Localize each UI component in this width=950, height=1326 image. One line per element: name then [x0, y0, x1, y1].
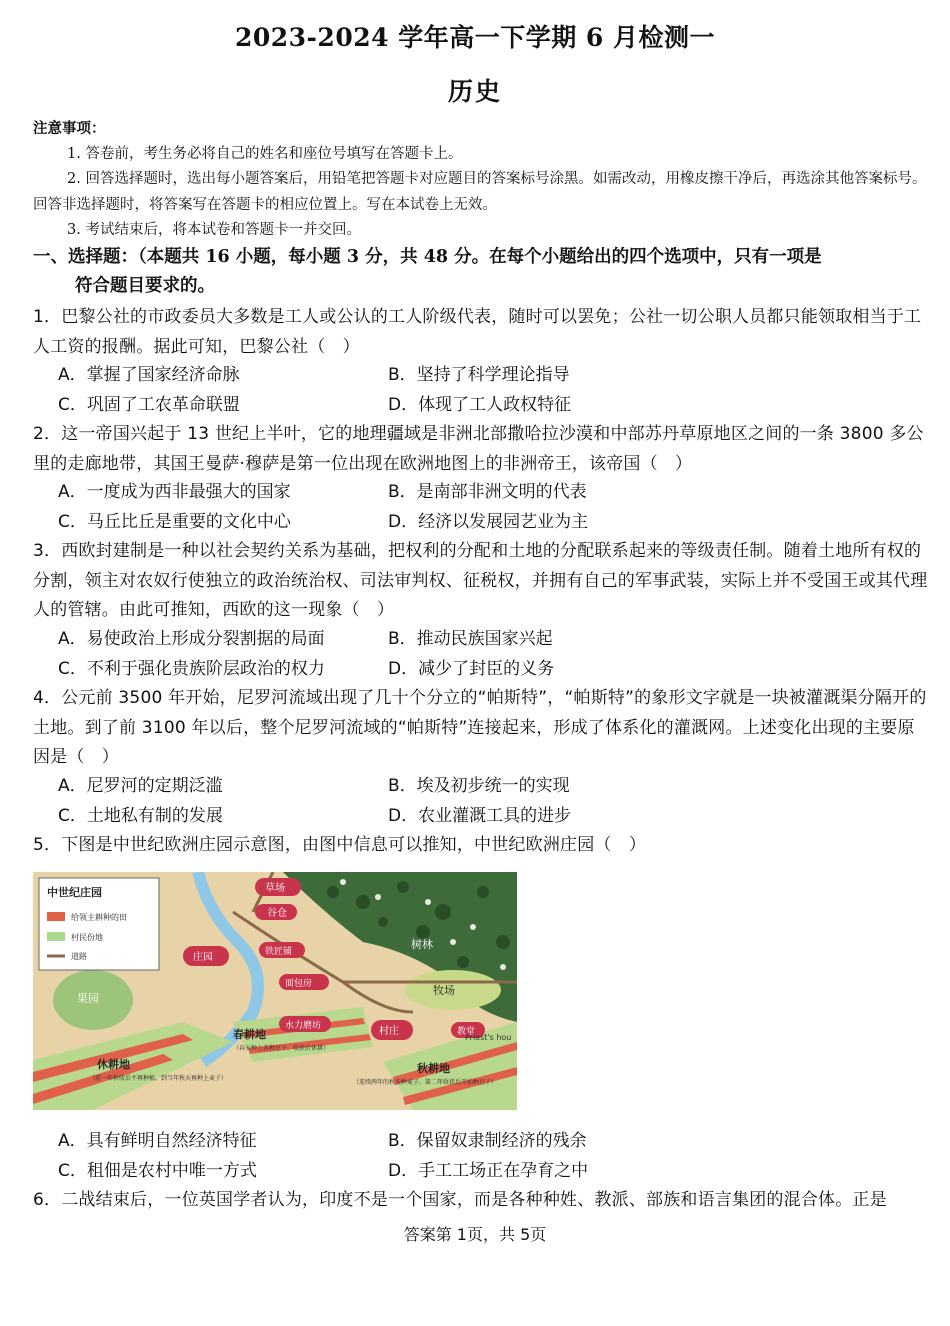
question-1-stem: 1．巴黎公社的市政委员大多数是工人或公认的工人阶级代表，随时可以罢免；公社一切公职人员都只能领取相当于工人工资的报酬。据此可知，巴黎公社（ ）	[33, 307, 922, 357]
legend-swatch-village	[47, 932, 65, 941]
note-item: 1. 答卷前，考生务必将自己的姓名和座位号填写在答题卡上。	[67, 145, 463, 162]
option: D．减少了封臣的义务	[388, 658, 555, 679]
question-6-stem: 6．二战结束后，一位英国学者认为，印度不是一个国家，而是各种种姓、教派、部族和语言集团的混合体。正是	[33, 1190, 887, 1210]
question-5-options	[58, 1127, 918, 1186]
map-label-pasture: 牧场	[433, 984, 455, 997]
option: C．马丘比丘是重要的文化中心	[58, 511, 291, 532]
option: A．尼罗河的定期泛滥	[58, 776, 223, 796]
map-label-autumn-field: 秋耕地	[417, 1062, 450, 1075]
page-footer: 答案第 1页，共 5页	[403, 1225, 547, 1244]
map-label-woods: 树林	[411, 938, 433, 951]
legend-title: 中世纪庄园	[47, 886, 102, 899]
map-label-fallow-note: （前一年秋收后不再种植，到当年秋天再种上麦子）	[89, 1075, 228, 1082]
section-line: 符合题目要求的。	[75, 276, 215, 296]
exam-title: 2023-2024 学年高一下学期 6 月检测一	[234, 23, 716, 52]
note-item: 3. 考试结束后，将本试卷和答题卡一并交回。	[67, 222, 361, 238]
option: D．体现了工人政权特征	[388, 394, 572, 415]
map-label-smithy: 铁匠铺	[265, 947, 293, 957]
question-3-stem: 3．西欧封建制是一种以社会契约关系为基础，把权利的分配和土地的分配联系起来的等级责任制。随着土地所有权的分割，领主对农奴行使独立的政治统治权、司法审判权、征税权，并拥有自己的军事武装，实际上并不受国王或其代理人的管辖。由此可推知，西欧的这一现象（ ）	[33, 541, 928, 620]
question-4-stem: 4．公元前 3500 年开始，尼罗河流域出现了几十个分立的“帕斯特”，“帕斯特”的象形文字就是一块被灌溉渠分隔开的土地。到了前 3100 年以后，整个尼罗河流域的“帕斯特”连接起来，形成了体系化的灌溉网。上述变化出现的主要原因是（ ）	[33, 688, 927, 767]
legend-item: 给领主耕种的田	[71, 913, 127, 922]
map-label-spring-field: 春耕地	[233, 1028, 266, 1041]
option: D．农业灌溉工具的进步	[388, 805, 572, 826]
map-label-manor: 庄园	[193, 952, 213, 963]
question-2-stem: 2．这一帝国兴起于 13 世纪上半叶，它的地理疆域是非洲北部撒哈拉沙漠和中部苏丹草原地区之间的一条 3800 多公里的走廊地带，其国王曼萨·穆萨是第一位出现在欧洲地图上的非洲帝王，该帝国（ ）	[33, 424, 924, 474]
map-label-spring-note: （春天种上各种豆子，收获后休耕）	[233, 1045, 330, 1052]
map-label-fallow: 休耕地	[97, 1058, 130, 1071]
option: C．土地私有制的发展	[58, 805, 223, 826]
legend-item: 村民份地	[71, 933, 103, 942]
question-2-options	[58, 478, 918, 537]
exam-subject: 历史	[447, 77, 502, 106]
option: A．具有鲜明自然经济特征	[58, 1131, 257, 1151]
notes-heading: 注意事项：	[33, 120, 106, 137]
section-line: 一、选择题：（本题共 16 小题，每小题 3 分，共 48 分。在每个小题给出的四个选项中，只有一项是	[33, 247, 822, 267]
map-label-church: 教堂	[457, 1027, 476, 1037]
notes-block	[33, 116, 928, 244]
question-3-options	[58, 625, 918, 684]
question-4-options	[58, 772, 918, 831]
map-label-village: 村庄	[379, 1026, 399, 1037]
map-label-granary: 谷仓	[267, 908, 287, 919]
option: B．保留奴隶制经济的残余	[388, 1131, 587, 1151]
option: B．是南部非洲文明的代表	[388, 482, 587, 502]
option: B．埃及初步统一的实现	[388, 776, 570, 796]
map-label-meadow: 草场	[265, 883, 285, 894]
manor-map	[33, 872, 517, 1110]
option: A．掌握了国家经济命脉	[58, 365, 240, 385]
option: C．不利于强化贵族阶层政治的权力	[58, 658, 325, 679]
question-5-stem: 5．下图是中世纪欧洲庄园示意图，由图中信息可以推知，中世纪欧洲庄园（ ）	[33, 835, 647, 855]
option: B．坚持了科学理论指导	[388, 365, 570, 385]
section-heading	[33, 243, 928, 301]
option: D．经济以发展园艺业为主	[388, 511, 589, 532]
map-label-autumn-note: （连续两年的秋天种麦子，第二年收获后开始种豆子）	[353, 1079, 498, 1086]
option: D．手工工场正在孕育之中	[388, 1160, 589, 1181]
option: A．一度成为西非最强大的国家	[58, 482, 291, 502]
map-label-watermill: 水力磨坊	[285, 1021, 322, 1031]
option: B．推动民族国家兴起	[388, 629, 553, 649]
option: C．巩固了工农革命联盟	[58, 394, 240, 415]
note-item: 2. 回答选择题时，选出每小题答案后，用铅笔把答题卡对应题目的答案标号涂黑。如需改动，用橡皮擦干净后，再选涂其他答案标号。回答非选择题时，将答案写在答题卡的相应位置上。写在本试卷上无效。	[33, 171, 927, 213]
option: C．租佃是农村中唯一方式	[58, 1160, 257, 1181]
map-label-bakery: 面包房	[285, 979, 313, 989]
map-label-orchard: 果园	[77, 992, 99, 1005]
option: A．易使政治上形成分裂割据的局面	[58, 629, 325, 649]
question-1-options	[58, 361, 918, 420]
map-label-priest: Priest's hou	[465, 1033, 512, 1042]
legend-item: 道路	[71, 952, 87, 961]
legend-swatch-lord	[47, 912, 65, 921]
